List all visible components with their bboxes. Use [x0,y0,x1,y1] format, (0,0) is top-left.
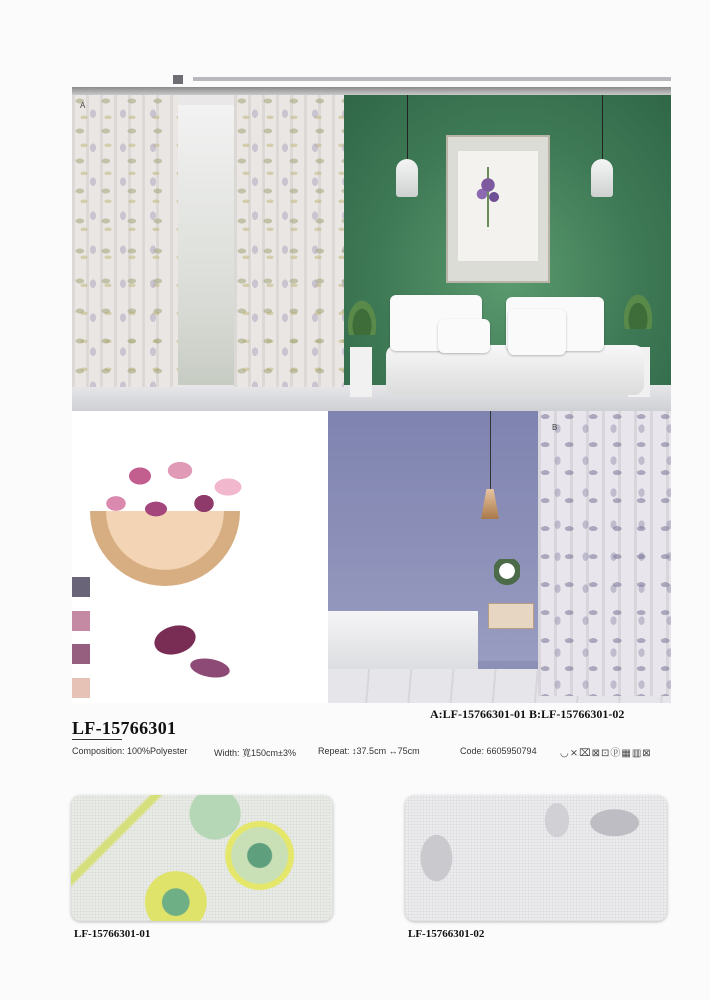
pendant-lamp-left [396,159,418,197]
curtain-rail [72,87,671,95]
room-photo-a [72,95,671,411]
repeat-vertical: 37.5cm [356,746,387,756]
fabric-swatch-02 [405,795,667,921]
bed [328,611,478,669]
vertical-arrow-icon: ↕ [352,746,357,756]
window-sheer [172,105,242,385]
color-swatch [72,678,90,698]
framed-lavender-print [446,135,550,283]
curtain-panel-b [538,411,671,696]
composition-spec: Composition: 100%Polyester [72,746,188,756]
code-spec: Code: 6605950794 [460,746,537,756]
fabric-label-01: LF-15766301-01 [74,928,151,940]
sofa-pillow [508,309,566,355]
dried-petals [92,443,252,553]
repeat-horizontal: 75cm [397,746,420,756]
fabric-swatch-01 [71,795,333,921]
loose-petal [189,656,232,681]
header-square [173,75,183,84]
plant-left [340,287,384,335]
fabric-label-02: LF-15766301-02 [408,928,485,940]
pendant-lamp-right [591,159,613,197]
color-swatch [72,577,90,597]
plant-right [616,281,660,329]
variant-codes: A:LF-15766301-01 B:LF-15766301-02 [430,707,625,721]
lavender-illustration [468,167,508,227]
sofa-pillow [438,319,490,353]
room-photo-b [328,411,671,703]
potpourri-photo [72,411,328,703]
bedside-table [488,603,534,629]
photo-label-a: A [80,101,86,110]
curtain-panel-left [72,95,178,387]
care-symbols-icon: ◡⨯⌧⊠⊡ⓟ▦▥⊠ [560,748,652,759]
flower-vase [494,559,520,599]
plant-pot-left [350,347,372,397]
photo-label-b: B [552,423,558,432]
repeat-label: Repeat: [318,746,350,756]
product-code: LF-15766301 [72,718,177,738]
color-swatch [72,611,90,631]
curtain-panel-right [234,95,344,387]
repeat-spec [318,746,420,756]
horizontal-arrow-icon: ↔ [388,746,398,756]
header-line [193,77,671,81]
color-swatch [72,644,90,664]
loose-petal [151,621,199,659]
width-spec: Width: 寬150cm±3% [214,748,296,758]
title-underline [72,739,122,740]
